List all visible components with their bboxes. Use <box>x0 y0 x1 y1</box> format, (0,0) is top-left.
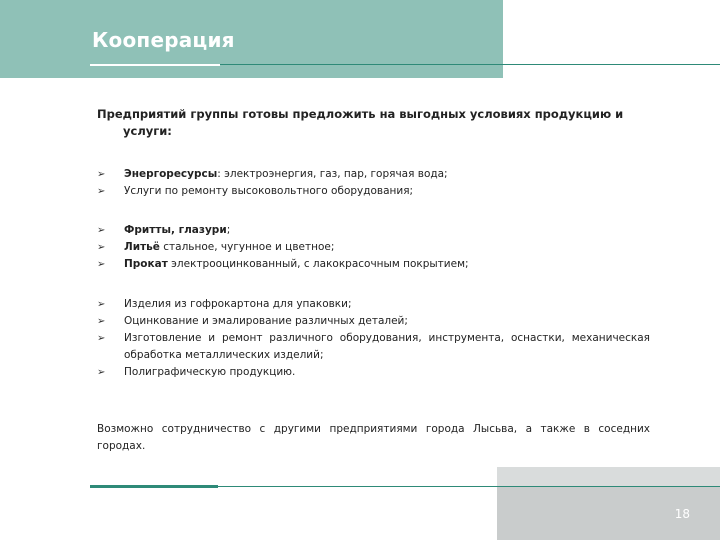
bullet-item <box>97 239 650 256</box>
arrow-bullet-icon: ➢ <box>97 333 106 344</box>
arrow-bullet-icon: ➢ <box>97 225 106 236</box>
bullet-text: Изготовление и ремонт различного оборудования, инструмента, оснастки, механическая обработка металлических изделий; <box>124 332 650 361</box>
intro-text <box>97 106 650 140</box>
bullet-item <box>97 183 650 200</box>
header-band <box>0 0 503 78</box>
bullet-item <box>97 296 650 313</box>
slide-title: Кооперация <box>92 28 235 52</box>
header-divider <box>220 64 720 65</box>
arrow-bullet-icon: ➢ <box>97 367 106 378</box>
bullet-item <box>97 330 650 364</box>
intro-line-2: услуги: <box>123 124 172 138</box>
title-underline <box>90 64 220 66</box>
bullet-text: : электроэнергия, газ, пар, горячая вода; <box>217 168 448 180</box>
bullet-text: Полиграфическую продукцию. <box>124 366 296 378</box>
bullet-item <box>97 166 650 183</box>
bullet-bold: Энергоресурсы <box>124 168 218 180</box>
bullet-item <box>97 222 650 239</box>
bullet-group-materials <box>97 222 650 273</box>
bullet-group-services <box>97 296 650 381</box>
bullet-text: Изделия из гофрокартона для упаковки; <box>124 298 352 310</box>
footer-accent <box>90 485 218 488</box>
intro-line-1: Предприятий группы готовы предложить на выгодных условиях продукцию и <box>97 107 624 121</box>
bullet-text: Оцинкование и эмалирование различных деталей; <box>124 315 408 327</box>
bullet-text: стальное, чугунное и цветное; <box>159 241 335 253</box>
closing-text: Возможно сотрудничество с другими предприятиями города Лысьва, а также в соседних городах. <box>97 423 650 452</box>
bullet-text: Услуги по ремонту высоковольтного оборудования; <box>124 185 414 197</box>
arrow-bullet-icon: ➢ <box>97 186 106 197</box>
bullet-group-energy <box>97 166 650 200</box>
arrow-bullet-icon: ➢ <box>97 259 106 270</box>
bullet-item <box>97 364 650 381</box>
bullet-bold: Прокат <box>124 258 168 270</box>
bullet-bold: Фритты, глазури <box>124 224 227 236</box>
bullet-item <box>97 256 650 273</box>
arrow-bullet-icon: ➢ <box>97 299 106 310</box>
bullet-bold: Литьё <box>124 241 160 253</box>
bullet-text: электрооцинкованный, с лакокрасочным покрытием; <box>167 258 469 270</box>
bullet-item <box>97 313 650 330</box>
arrow-bullet-icon: ➢ <box>97 169 106 180</box>
arrow-bullet-icon: ➢ <box>97 242 106 253</box>
page-number: 18 <box>674 507 690 521</box>
arrow-bullet-icon: ➢ <box>97 316 106 327</box>
bullet-text: ; <box>226 224 231 236</box>
